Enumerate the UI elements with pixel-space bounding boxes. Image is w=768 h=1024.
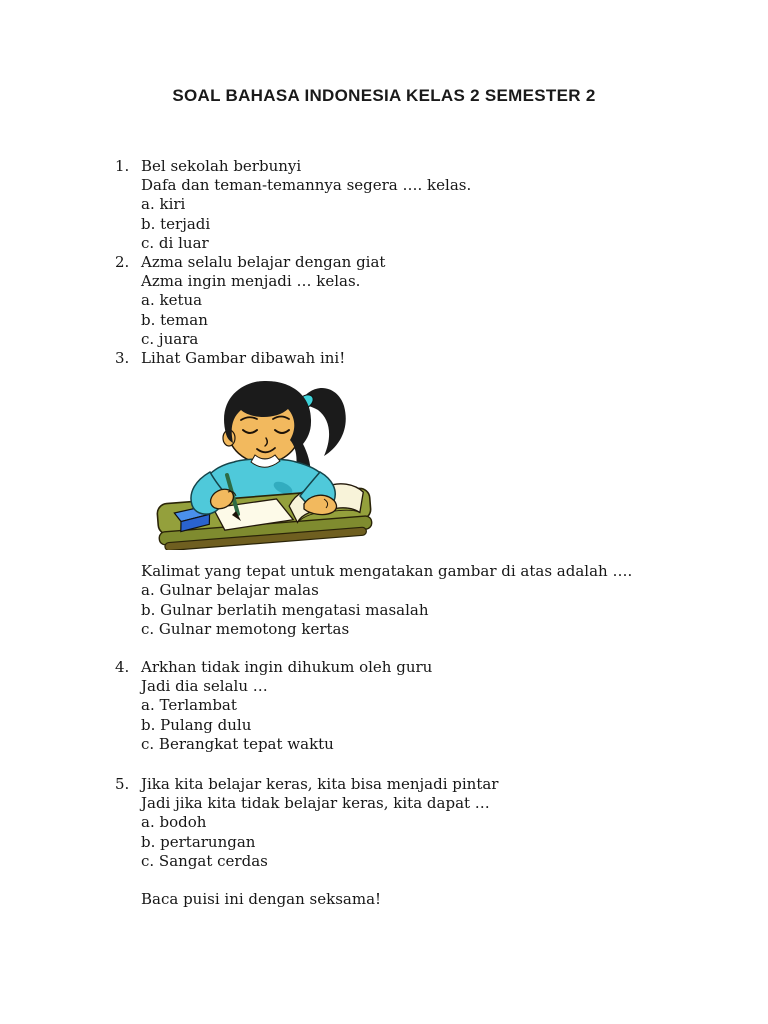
question-2-number: 2. [115,253,130,272]
question-4-body [141,658,707,754]
question-5-option-c: c. Sangat cerdas [141,851,268,870]
question-1-option-a: a. kiri [141,195,186,214]
question-4 [115,658,707,754]
question-3-line-1: Lihat Gambar dibawah ini! [141,349,346,368]
question-4-option-b: b. Pulang dulu [141,715,252,734]
question-5-line-2: Jadi jika kita tidak belajar keras, kita dapat … [141,794,490,813]
question-4-number: 4. [115,658,130,677]
question-4-option-c: c. Berangkat tepat waktu [141,734,334,753]
question-3-option-b: b. Gulnar berlatih mengatasi masalah [141,600,429,619]
poem-instruction: Baca puisi ini dengan seksama! [141,890,382,909]
question-3-body [141,349,707,639]
question-5-number: 5. [115,775,130,794]
question-1 [115,157,707,253]
page-title: SOAL BAHASA INDONESIA KELAS 2 SEMESTER 2 [172,86,596,105]
question-4-line-1: Arkhan tidak ingin dihukum oleh guru [141,658,433,677]
question-2 [115,253,707,349]
girl-writing-illustration [154,378,374,550]
question-5-line-1: Jika kita belajar keras, kita bisa menjadi pintar [141,775,499,794]
question-1-number: 1. [115,157,130,175]
question-2-body [141,253,707,349]
question-5-body [141,775,707,871]
question-5-option-a: a. bodoh [141,813,207,832]
question-3-option-c: c. Gulnar memotong kertas [141,619,350,638]
question-5 [115,775,707,871]
question-3-option-a: a. Gulnar belajar malas [141,581,319,600]
right-hand [304,495,336,514]
question-1-body [141,157,707,253]
question-3 [115,349,707,639]
question-2-option-b: b. teman [141,310,208,329]
question-list [115,157,707,909]
question-1-option-c: c. di luar [141,233,209,252]
question-2-line-2: Azma ingin menjadi … kelas. [141,272,361,291]
question-4-line-2: Jadi dia selalu … [141,677,268,696]
question-2-option-a: a. ketua [141,291,203,310]
question-3-line-2: Kalimat yang tepat untuk mengatakan gambar di atas adalah …. [141,562,633,581]
question-3-number: 3. [115,349,130,368]
question-5-option-b: b. pertarungan [141,832,256,851]
question-2-option-c: c. juara [141,329,199,348]
question-1-line-1: Bel sekolah berbunyi [141,157,302,175]
question-4-option-a: a. Terlambat [141,696,237,715]
question-2-line-1: Azma selalu belajar dengan giat [141,253,386,272]
question-1-option-b: b. terjadi [141,214,211,233]
question-1-line-2: Dafa dan teman-temannya segera …. kelas. [141,176,472,195]
